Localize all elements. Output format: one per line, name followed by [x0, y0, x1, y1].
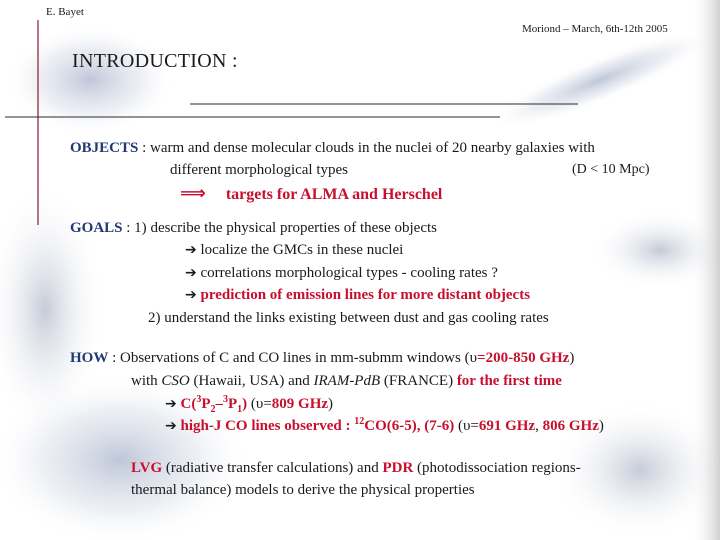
right-arrow-icon: ➔ [165, 418, 177, 434]
co-comma: , [535, 418, 543, 434]
right-arrow-icon: ➔ [165, 396, 177, 412]
galaxy-top-left [5, 25, 175, 135]
goals-sub-1 [185, 242, 403, 259]
goals-sub2-text: correlations morphological types - cooling rates ? [200, 265, 498, 281]
models-line-1 [131, 460, 581, 477]
pdr-desc: (photodissociation regions- [413, 460, 581, 476]
objects-line-2: different morphological types [170, 162, 349, 178]
c-freq: 809 GHz [271, 396, 329, 412]
c-transition: $C(^3P_2-^3P_1)$ [180, 394, 248, 415]
how-line-1 [70, 350, 574, 367]
how-cso: CSO [161, 373, 190, 389]
goals-sub-2 [185, 265, 498, 282]
goals-item1: describe the physical properties of these objects [146, 220, 438, 236]
slide-title: INTRODUCTION : [72, 50, 238, 72]
how-label: HOW [70, 350, 109, 366]
how-text: : Observations of C and CO lines in mm-submm windows ( [108, 350, 470, 366]
models-line-2: thermal balance) models to derive the physical properties [131, 482, 475, 498]
lvg-desc: (radiative transfer calculations) and [162, 460, 383, 476]
objects-target: targets for ALMA and Herschel [225, 186, 443, 203]
c-freq-open: (υ= [247, 396, 272, 412]
nu-symbol: υ [469, 350, 478, 366]
how-close: ) [569, 350, 575, 366]
co-freq-open: (υ= [454, 418, 479, 434]
how-france: (FRANCE) [380, 373, 457, 389]
right-arrow-icon: ➔ [185, 287, 197, 303]
double-arrow-icon: ⟹ [180, 183, 206, 204]
objects-line-1 [70, 140, 595, 157]
co-transitions: CO(6-5), (7-6) [364, 418, 455, 434]
how-iram: IRAM-PdB [313, 373, 381, 389]
goals-sub3-text: prediction of emission lines for more distant objects [200, 287, 531, 303]
goals-sub-3 [185, 287, 530, 304]
how-line-2 [131, 373, 562, 390]
right-arrow-icon: ➔ [185, 242, 197, 258]
objects-distance: (D < 10 Mpc) [572, 162, 650, 177]
co-freq-close: ) [598, 418, 604, 434]
conference-label: Moriond – March, 6th-12th 2005 [522, 23, 668, 35]
how-hawaii: (Hawaii, USA) and [189, 373, 314, 389]
co-freq-1: 691 GHz [478, 418, 536, 434]
c-freq-close: ) [328, 396, 334, 412]
objects-text: : warm and dense molecular clouds in the nuclei of 20 nearby galaxies with [138, 140, 595, 156]
how-range: 200-850 GHz [485, 350, 570, 366]
goals-item-2: 2) understand the links existing between dust and gas cooling rates [148, 310, 549, 326]
goals-label: GOALS [70, 220, 123, 236]
goals-num1: : 1) [122, 220, 147, 236]
how-first: for the first time [456, 373, 562, 389]
right-edge-shadow [690, 0, 720, 540]
how-co-line [165, 418, 604, 435]
co-isotope: 12 [354, 416, 365, 427]
right-arrow-icon: ➔ [185, 265, 197, 281]
objects-target-row [180, 183, 442, 204]
objects-label: OBJECTS [70, 140, 139, 156]
goals-line-1 [70, 220, 437, 237]
pdr-label: PDR [382, 460, 414, 476]
how-c-line [165, 396, 333, 413]
lvg-label: LVG [131, 460, 163, 476]
how-with: with [131, 373, 162, 389]
co-freq-2: 806 GHz [542, 418, 599, 434]
author-label: E. Bayet [46, 6, 84, 18]
how-eq: = [477, 350, 486, 366]
goals-sub1-text: localize the GMCs in these nuclei [200, 242, 404, 258]
co-highj: high-J CO lines observed : [180, 418, 355, 434]
